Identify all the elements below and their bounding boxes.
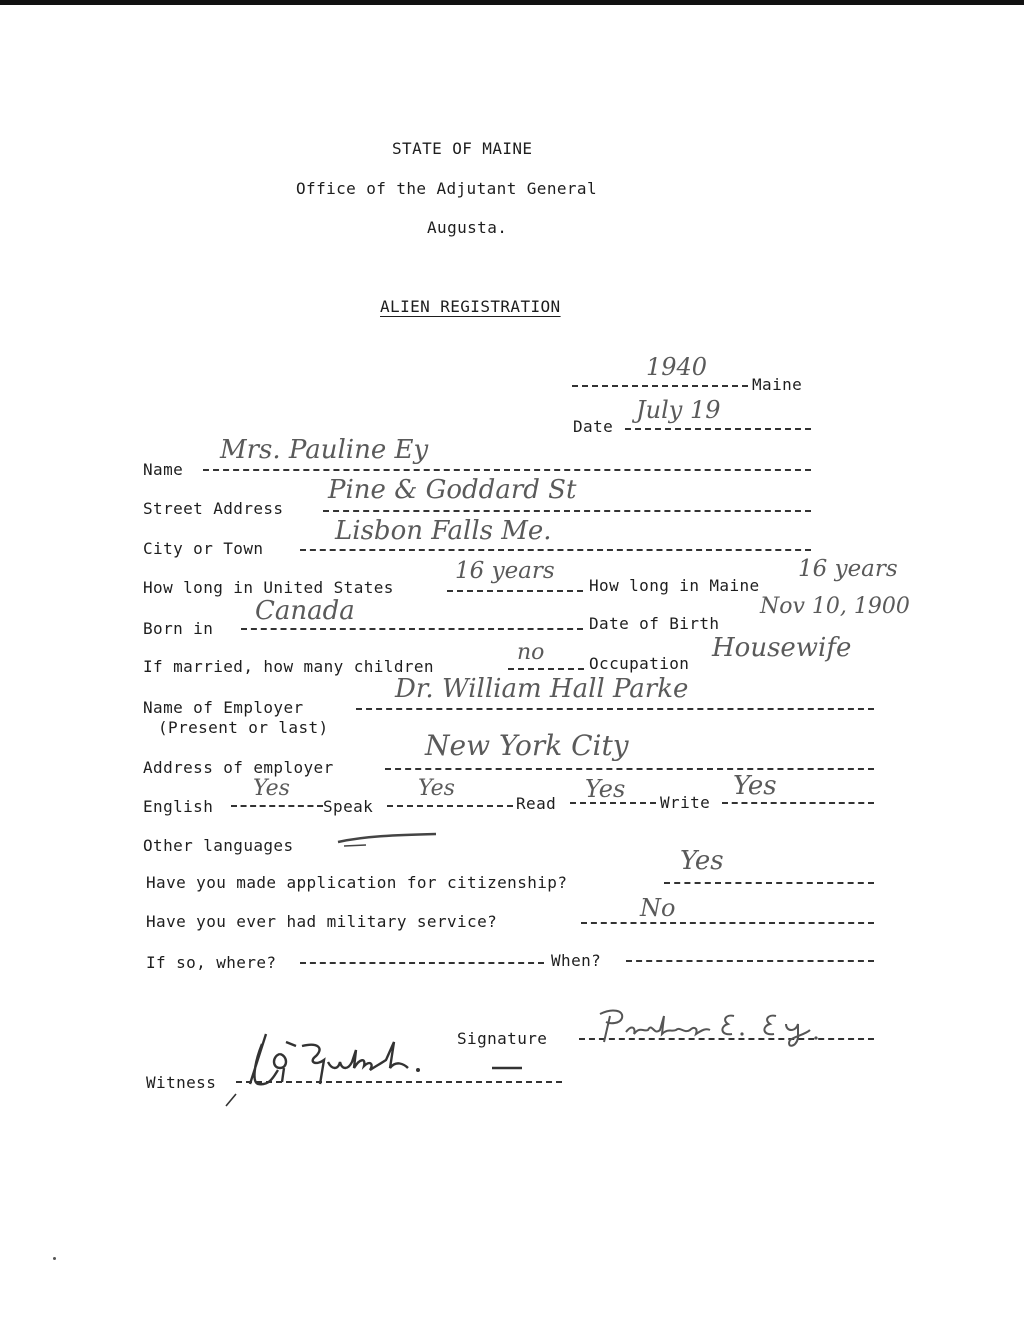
occupation-entry: Housewife	[712, 633, 852, 663]
signature-handwriting	[592, 1002, 852, 1054]
name-line	[203, 469, 811, 471]
english-entry: Yes	[253, 776, 290, 801]
write-label: Write	[660, 793, 711, 812]
years-us-entry: 16 years	[455, 558, 555, 584]
citizenship-line	[664, 882, 874, 884]
speak-entry: Yes	[418, 776, 455, 801]
other-languages-stroke	[336, 832, 440, 850]
speak-label: Speak	[323, 797, 374, 816]
born-entry: Canada	[255, 596, 355, 626]
office-heading: Office of the Adjutant General	[296, 179, 597, 198]
street-entry: Pine & Goddard St	[328, 475, 577, 505]
children-label: If married, how many children	[143, 657, 434, 676]
street-label: Street Address	[143, 499, 284, 518]
us-line	[447, 590, 583, 592]
employer-label: Name of Employer	[143, 698, 304, 717]
dob-entry: Nov 10, 1900	[760, 594, 910, 619]
born-line	[241, 628, 583, 630]
employer-sub-label: (Present or last)	[158, 718, 329, 737]
scan-top-border	[0, 0, 1024, 5]
citizenship-entry: Yes	[680, 846, 724, 876]
employer-address-label: Address of employer	[143, 758, 334, 777]
street-line	[323, 510, 811, 512]
employer-line	[356, 708, 874, 710]
city-heading: Augusta.	[427, 218, 508, 237]
years-maine-entry: 16 years	[798, 556, 898, 582]
date-line	[625, 428, 811, 430]
military-line	[581, 922, 874, 924]
year-line	[572, 385, 748, 387]
scan-speck	[53, 1257, 56, 1260]
maine-duration-label: How long in Maine	[589, 576, 760, 595]
when-label: When?	[551, 951, 602, 970]
employer-entry: Dr. William Hall Parke	[395, 674, 689, 704]
city-line	[300, 549, 811, 551]
signature-label: Signature	[457, 1029, 548, 1048]
write-entry: Yes	[733, 771, 777, 801]
born-label: Born in	[143, 619, 214, 638]
occupation-label: Occupation	[589, 654, 690, 673]
state-heading: STATE OF MAINE	[392, 139, 533, 158]
employer-address-entry: New York City	[425, 729, 629, 762]
employer-address-line	[385, 768, 874, 770]
read-entry: Yes	[585, 775, 626, 803]
write-line	[722, 802, 874, 804]
form-title: ALIEN REGISTRATION	[380, 297, 561, 316]
read-label: Read	[516, 794, 557, 813]
city-label: City or Town	[143, 539, 264, 558]
english-label: English	[143, 797, 214, 816]
date-label: Date	[573, 417, 614, 436]
city-entry: Lisbon Falls Me.	[335, 516, 552, 546]
us-label: How long in United States	[143, 578, 394, 597]
witness-label: Witness	[146, 1073, 217, 1092]
where-line	[300, 962, 544, 964]
when-line	[626, 960, 874, 962]
name-label: Name	[143, 460, 184, 479]
dob-label: Date of Birth	[589, 614, 720, 633]
where-label: If so, where?	[146, 953, 277, 972]
children-line	[508, 668, 584, 670]
speak-line	[387, 805, 513, 807]
citizenship-label: Have you made application for citizenship?	[146, 873, 568, 892]
children-entry: no	[517, 640, 545, 665]
military-entry: No	[640, 894, 676, 922]
maine-label: Maine	[752, 375, 803, 394]
english-line	[231, 805, 323, 807]
other-languages-label: Other languages	[143, 836, 294, 855]
military-label: Have you ever had military service?	[146, 912, 498, 931]
date-entry: July 19	[636, 396, 721, 424]
name-entry: Mrs. Pauline Ey	[220, 435, 429, 465]
witness-signature-handwriting	[222, 1024, 542, 1108]
year-entry: 1940	[646, 353, 708, 381]
